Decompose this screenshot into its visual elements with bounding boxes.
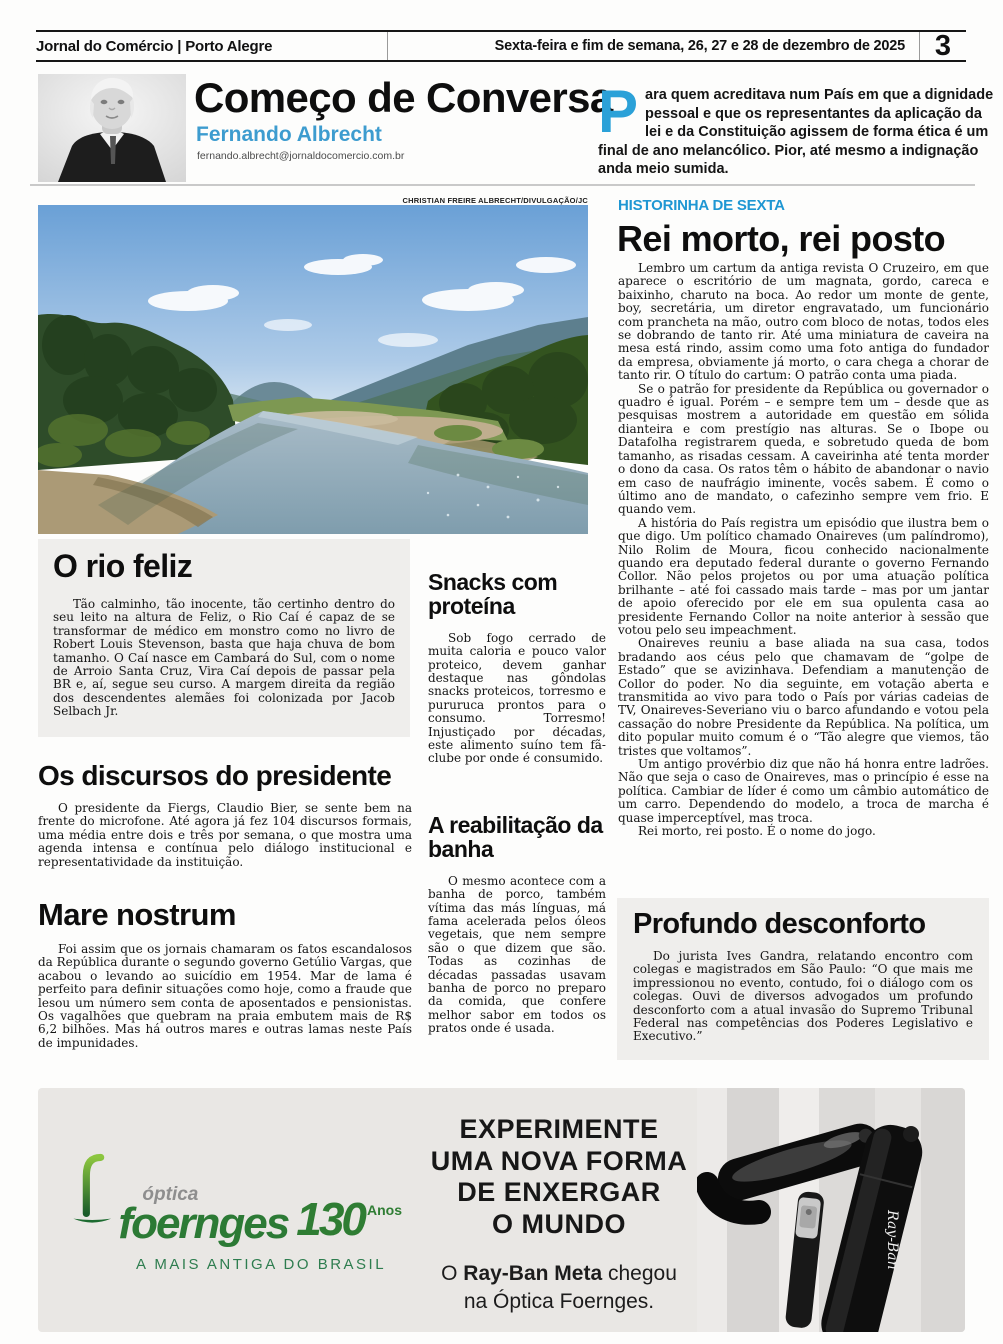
publication-name: Jornal do Comércio | Porto Alegre	[36, 32, 388, 60]
foernges-logo-name: foernges	[118, 1199, 289, 1248]
article-snacks-title: Snacks com proteína	[428, 569, 558, 620]
article-discursos-title: Os discursos do presidente	[38, 760, 392, 791]
article-discursos-body: O presidente da Fiergs, Claudio Bier, se sente bem na frente do microfone. Até agora já fez 104 discursos formais, uma média entre dois e três por semana, o que mostra uma agenda intensa e contínua pelo diálogo institucional e representatividade da instituição.	[38, 801, 412, 869]
ad-sub-line2: na Óptica Foernges.	[463, 1289, 655, 1313]
historinha-paragraph: Um antigo provérbio diz que não há honra entre ladrões. Não que seja o caso de Onaireves, mas o princípio é esse na política. Cambiar de líder é como um câmbio automático de um carro. Dependendo do modelo, a troca de marcha é quase imperceptível, mas troca.	[618, 757, 989, 825]
column-author: Fernando Albrecht	[196, 123, 382, 146]
river-photo	[38, 205, 588, 534]
masthead	[36, 30, 966, 62]
rayban-glasses-photo	[697, 1088, 965, 1332]
historinha-paragraph: Lembro um cartum da antiga revista O Cruzeiro, em que aparece o escritório de um magnata, gordo, careca e baixinho, charuto na boca. Ao redor um monte de gente, boy, secretária, um diretor engravatado, um funcionário com prancheta na mão, outro com bloco de notas, todos eles se dobrando de tanto rir. Até uma miniatura de caveira na mesa está rindo, assim como uma foto antiga do fundador da empresa, obviamente já morto, o cara chega a chorar de tanto rir. O título do cartum: O patrão conta uma piada.	[618, 262, 989, 383]
article-historinha-body	[618, 262, 989, 896]
article-snacks-body: Sob fogo cerrado de muita caloria e pouco valor proteico, devem ganhar destaque nas gôndolas snacks proteicos, torresmo e pururuca prontos para o consumo. Torresmo! Injustiçado por décadas, este alimento suíno tem fã-clube por onde é consumido.	[428, 630, 606, 766]
article-banha-body: O mesmo acontece com a banha de porco, também vítima das más línguas, má fama acelerada pelos óleos vegetais, que nem sempre são o que dizem que são. Todas as cozinhas de décadas passadas usavam banha de porco no preparo da comida, que confere melhor sabor em todos os pratos onde é usada.	[428, 873, 606, 1036]
ad-copy	[390, 1114, 728, 1315]
article-mare-nostrum-body: Foi assim que os jornais chamaram os fatos escandalosos da República durante o segundo governo Getúlio Vargas, que acabou o levando ao suicídio em 1954. Mar de lama é perfeito para definir situações como hoje, como a fraude que lesou um número sem conta de aposentados e pensionistas. Os vagalhões que quebram na praia embutem mais de R$ 6,2 bilhões. Mas há outros mares e outras lamas neste País de impunidades.	[38, 942, 413, 1050]
column-title: Começo de Conversa	[194, 74, 613, 121]
ad-sub-product: Ray-Ban Meta	[463, 1262, 603, 1286]
article-banha	[428, 813, 606, 1036]
article-snacks	[428, 570, 606, 766]
historinha-paragraph: Onaireves reuniu a base aliada na sua casa, todos bradando aos céus pelo que chamavam de “golpe de Estado” que se avizinhava. Defendiam a manutenção de Collor do poder. No dia seguinte, em votação aberta e transmitida ao vivo para todo o País por várias cadeias de TV, Onaireves-Severiano viu o barco afundando e votou pela cassação do nobre Presidente da República. Na política, um dito popular muito comum é o “Tão alegre que viemos, tão tristes que voltamos”.	[618, 636, 989, 758]
section-kicker: HISTORINHA DE SEXTA	[618, 197, 785, 214]
foernges-logo-optica: óptica	[142, 1184, 199, 1205]
article-banha-title: A reabilitação da banha	[428, 812, 603, 863]
ad-subline	[390, 1260, 728, 1315]
intro-dropcap: P	[598, 78, 639, 145]
intro-text: ara quem acreditava num País em que a dignidade pessoal e que os representantes da aplicação da lei e da Constituição agissem de forma ética é um final de ano melancólico. Pior, até mesmo a indignação anda meio sumida.	[598, 87, 994, 177]
river-photo-image	[38, 205, 588, 534]
ad-headline-line: EXPERIMENTE	[459, 1114, 659, 1144]
article-rio-feliz	[38, 539, 410, 737]
ad-sub-prefix: O	[441, 1262, 464, 1286]
foernges-logo	[72, 1134, 402, 1273]
foernges-130-number: 130	[296, 1193, 364, 1245]
column-intro	[598, 78, 996, 179]
foernges-logo-icon	[72, 1134, 112, 1246]
article-desconforto	[617, 898, 989, 1060]
photo-credit: CHRISTIAN FREIRE ALBRECHT/DIVULGAÇÃO/JC	[402, 196, 588, 205]
article-rio-feliz-title: O rio feliz	[53, 548, 193, 584]
historinha-paragraph: Rei morto, rei posto. É o nome do jogo.	[638, 824, 876, 839]
article-desconforto-body: Do jurista Ives Gandra, relatando encontro com colegas e magistrados em São Paulo: “O que mais me impressionou no evento, contudo, foi o diálogo com os colegas. Ouvi de diversos advogados um profundo desconforto com a atual invasão do Supremo Tribunal Federal nas competências dos Poderes Legislativo e Executivo.”	[633, 949, 973, 1044]
author-portrait	[38, 74, 186, 182]
page-number: 3	[934, 29, 952, 62]
article-mare-nostrum-title: Mare nostrum	[38, 897, 236, 932]
article-historinha-title: Rei morto, rei posto	[617, 218, 946, 259]
foernges-130-anos: Anos	[367, 1202, 402, 1218]
ad-headline-line: O MUNDO	[492, 1208, 626, 1239]
historinha-paragraph: A história do País registra um episódio que ilustra bem o que digo. Um político chamado Onaireves (um palíndromo), Nilo Rolim de Moura, ficou conhecido nacionalmente quando era deputado federal durante o governo Fernando Collor. Não pelos projetos ou por uma atuação política brilhante – até foi cassado mais tarde – mas por um jantar de apoio oferecido por ele em sua opulenta casa ao presidente Fernando Collor na noite anterior à sessão que votou pelo seu impeachment.	[618, 515, 989, 637]
edition-date: Sexta-feira e fim de semana, 26, 27 e 28 de dezembro de 2025	[495, 32, 920, 60]
advertisement-optica-foernges[interactable]	[38, 1088, 965, 1332]
article-rio-feliz-body: Tão calminho, tão inocente, tão certinho dentro do seu leito na altura de Feliz, o Rio Caí é capaz de se transformar de médico em monstro como no livro de Robert Louis Stevenson, basta que haja chuva de bom tamanho. O Caí nasce em Cambará do Sul, com o nome de Arroio Santa Cruz, Vira Caí depois de passar pela BR e, aí, segue seu curso. A margem direita da região dos descendentes alemães foi colonizada por Jacob Selbach Jr.	[53, 597, 395, 719]
ad-headline-line: DE ENXERGAR	[457, 1177, 661, 1208]
header-divider	[30, 184, 975, 186]
article-desconforto-title: Profundo desconforto	[633, 908, 926, 940]
historinha-paragraph: Se o patrão for presidente da República ou governador o quadro é igual. Porém – e sempre tem um – desde que as pesquisas mostrem a autoridade em questão em sólida dianteira e com prestígio nas alturas. Se o Ibope ou Datafolha registrarem queda, e sobretudo queda de bom tamanho, as risadas cessam. A caveirinha até tenta morder o dono da casa. Os ratos têm o hábito de abandonar o navio em caso de naufrágio iminente, vocês sabem. É como o último ano de mandato, o cafezinho sempre vem frio. E quando vem.	[618, 381, 989, 517]
ad-sub-suffix: chegou	[602, 1262, 677, 1286]
rayban-script-logo: Ray-Ban	[884, 1210, 901, 1270]
author-email: fernando.albrecht@jornaldocomercio.com.br	[197, 150, 405, 162]
article-discursos	[38, 760, 412, 869]
rayban-glasses-image	[697, 1088, 965, 1332]
foernges-tagline: A MAIS ANTIGA DO BRASIL	[136, 1256, 387, 1273]
author-portrait-image	[38, 74, 186, 182]
ad-headline-line: UMA NOVA FORMA	[430, 1145, 688, 1176]
article-mare-nostrum	[38, 897, 412, 1050]
